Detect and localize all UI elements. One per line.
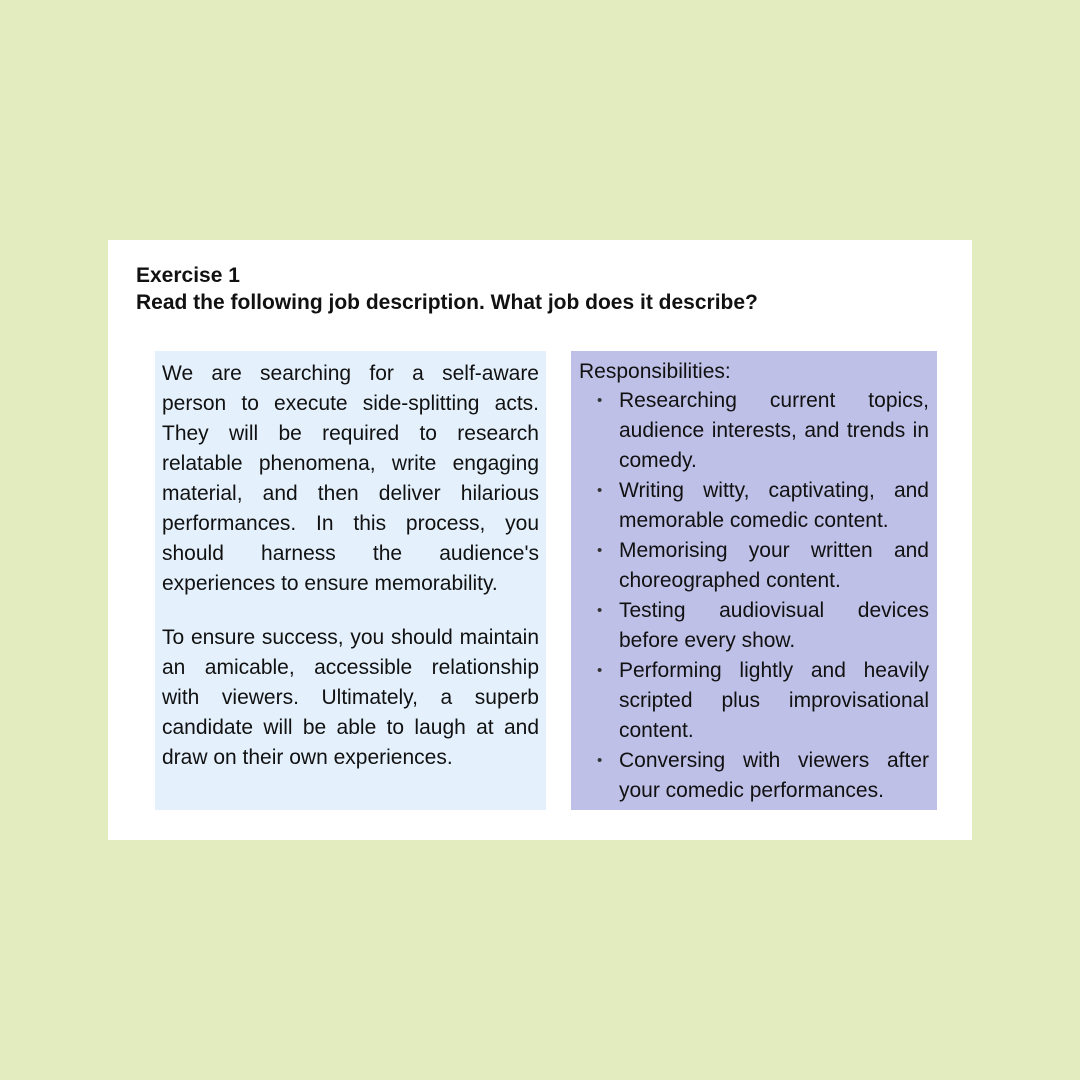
description-paragraph-2: To ensure success, you should maintain an amicable, accessible relationship with viewers. Ultimately, a superb candidate will be able to laugh at and draw on their own experiences. xyxy=(162,626,539,769)
responsibility-text: Researching current topics, audience interests, and trends in comedy. xyxy=(619,389,929,472)
responsibility-text: Conversing with viewers after your comedic performances. xyxy=(619,749,929,802)
responsibility-item xyxy=(579,746,929,806)
responsibilities-panel xyxy=(571,351,937,810)
bullet-icon: • xyxy=(597,542,603,559)
exercise-header xyxy=(136,262,758,316)
exercise-instruction: Read the following job description. What job does it describe? xyxy=(136,291,758,314)
description-paragraph-1: We are searching for a self-aware person to execute side-splitting acts. They will be required to research relatable phenomena, write engaging material, and then deliver hilarious performances. In this process, you should harness the audience's experiences to ensure memorability. xyxy=(162,362,539,595)
bullet-icon: • xyxy=(597,602,603,619)
responsibility-item xyxy=(579,386,929,476)
responsibility-text: Memorising your written and choreographed content. xyxy=(619,539,929,592)
bullet-icon: • xyxy=(597,392,603,409)
responsibility-text: Writing witty, captivating, and memorable comedic content. xyxy=(619,479,929,532)
bullet-icon: • xyxy=(597,752,603,769)
responsibility-item xyxy=(579,476,929,536)
job-description-panel xyxy=(155,351,546,810)
bullet-icon: • xyxy=(597,482,603,499)
bullet-icon: • xyxy=(597,662,603,679)
exercise-card xyxy=(108,240,972,840)
responsibilities-heading: Responsibilities: xyxy=(579,360,731,383)
responsibilities-list xyxy=(579,386,929,806)
responsibility-item xyxy=(579,656,929,746)
exercise-number: Exercise 1 xyxy=(136,264,240,287)
responsibility-item xyxy=(579,536,929,596)
responsibility-text: Testing audiovisual devices before every show. xyxy=(619,599,929,652)
responsibility-text: Performing lightly and heavily scripted plus improvisational content. xyxy=(619,659,929,742)
responsibility-item xyxy=(579,596,929,656)
